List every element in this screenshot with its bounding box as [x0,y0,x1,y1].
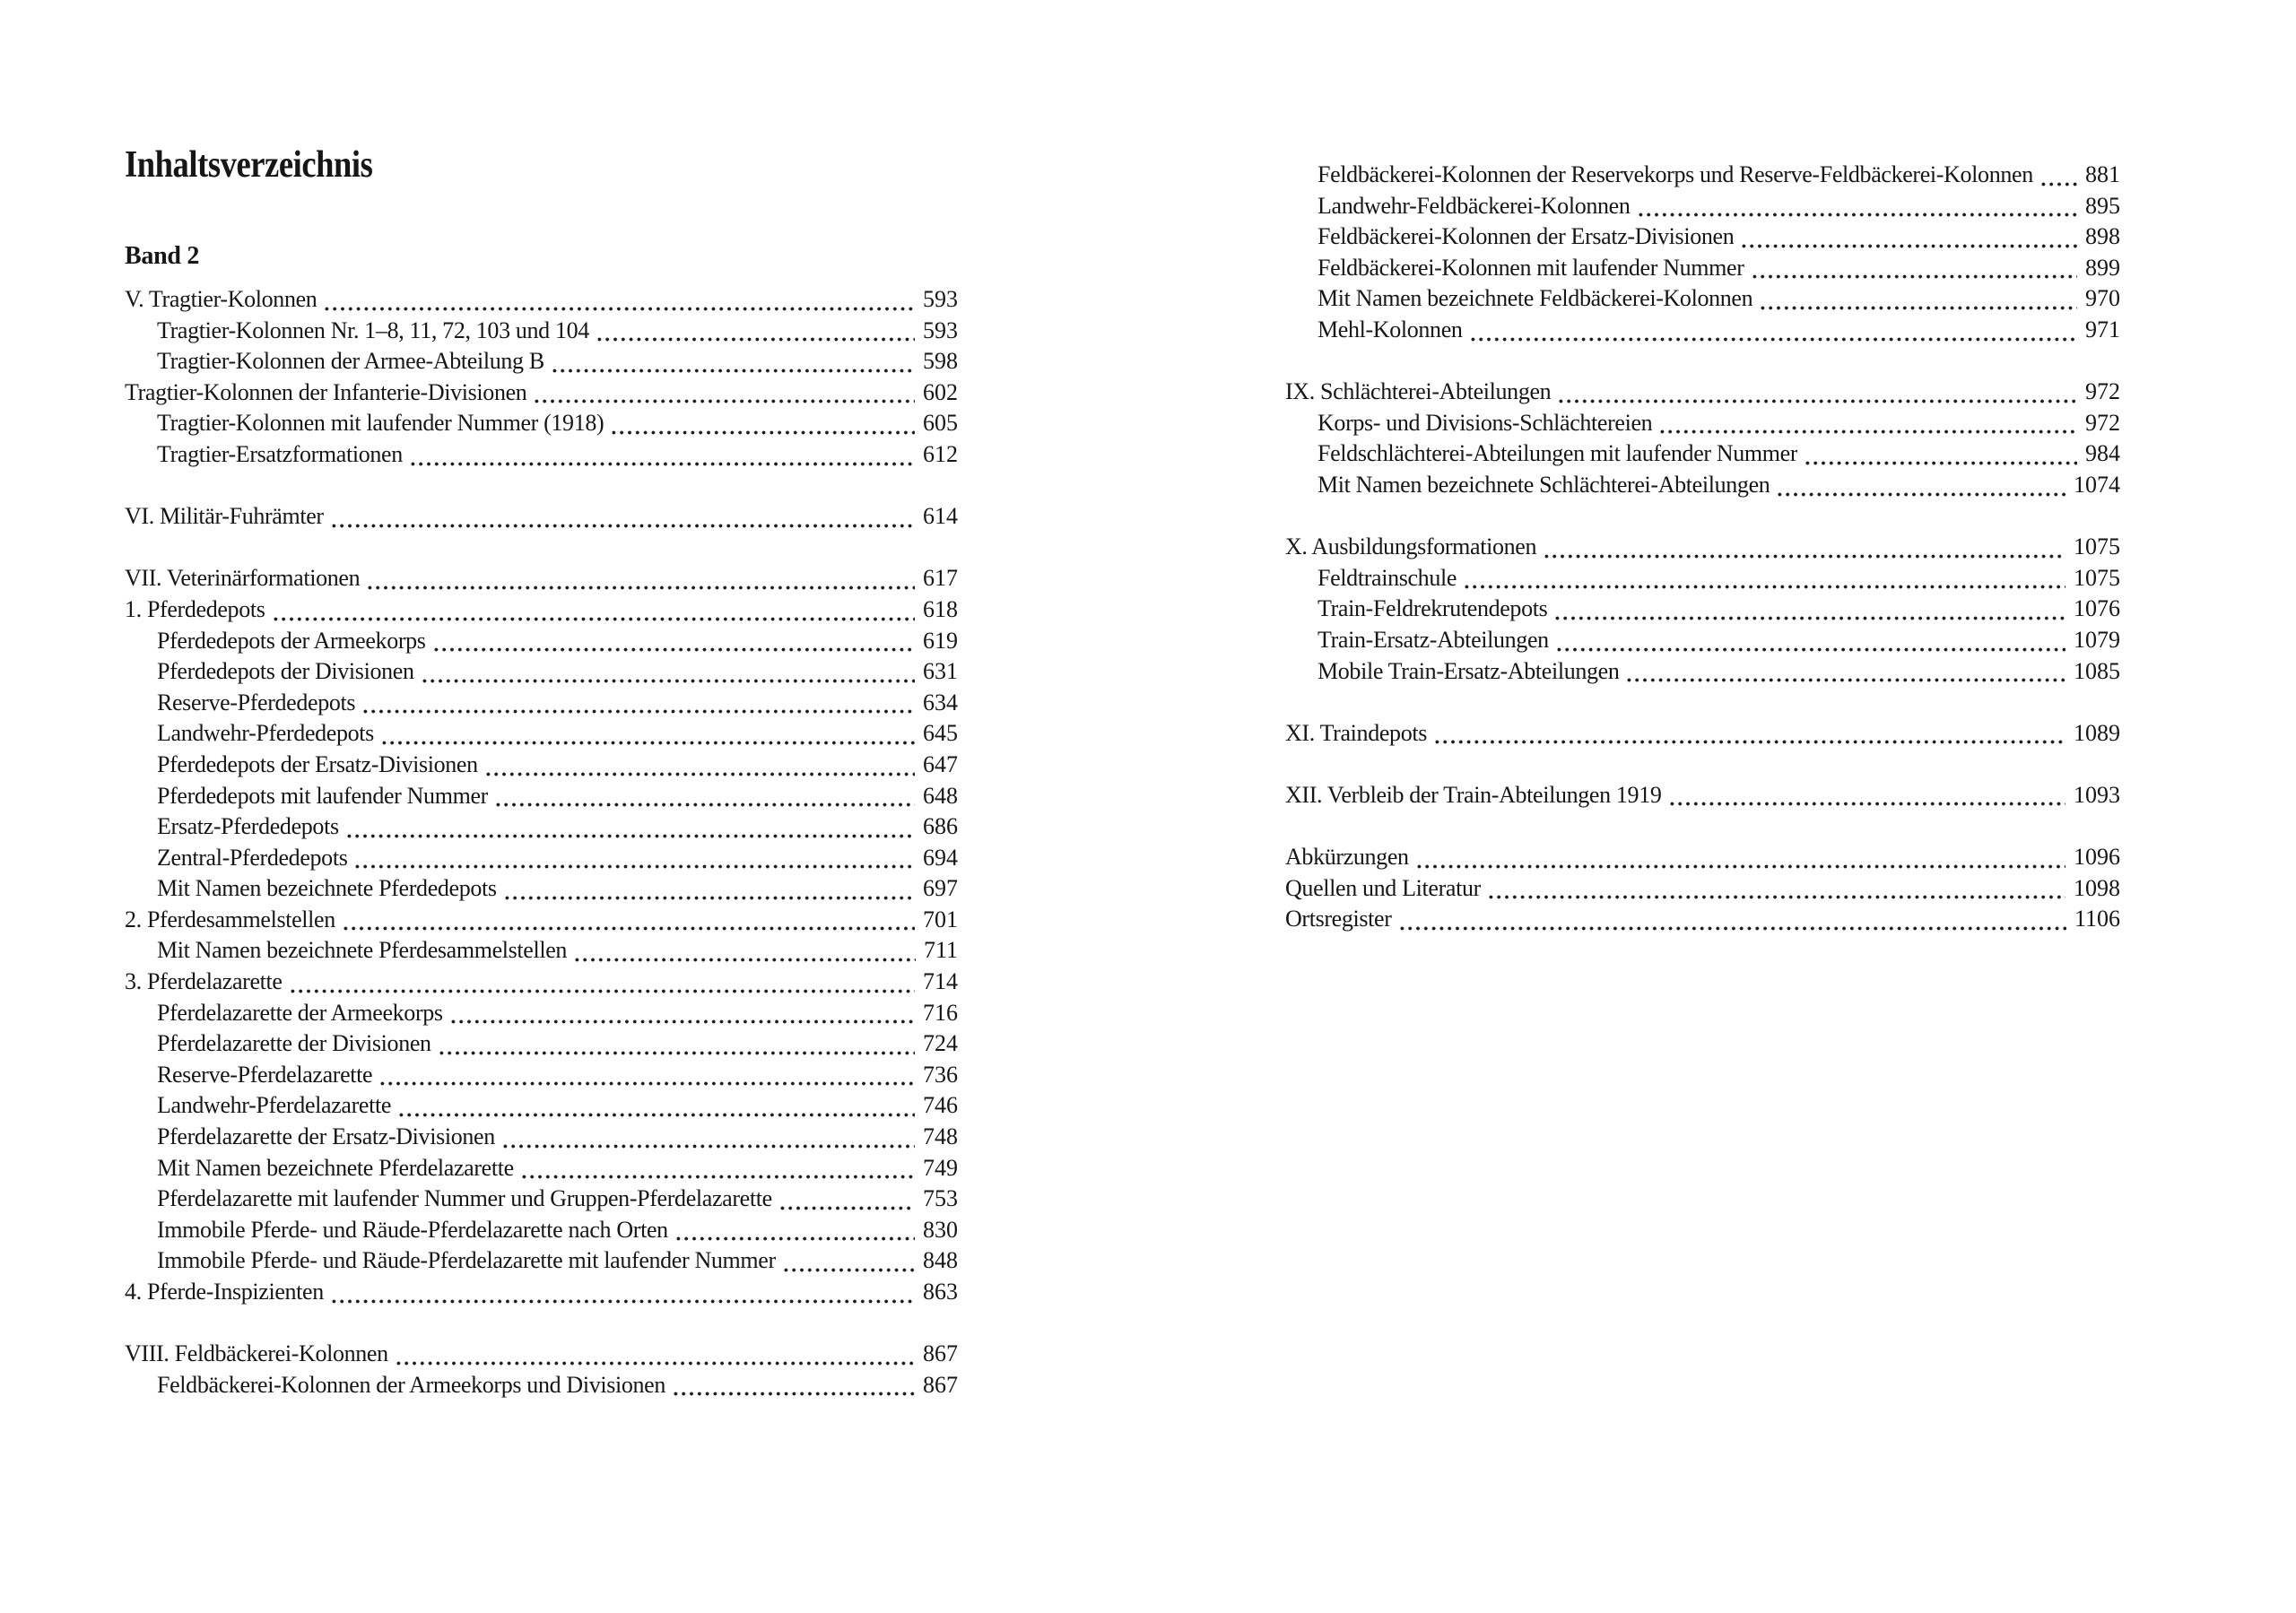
toc-entry-label: Mit Namen bezeichnete Schlächterei-Abteilungen [1318,471,1770,498]
toc-entry-page: 598 [923,348,958,375]
toc-row [1285,438,2120,470]
toc-row [125,316,958,347]
toc-entry-page: 697 [923,875,958,902]
toc-entry-label: Pferdelazarette der Ersatz-Divisionen [157,1123,495,1150]
toc-row [125,1184,958,1215]
dot-leader [1776,491,2066,498]
dot-leader [397,1112,915,1118]
toc-row [125,501,958,533]
toc-entry-page: 593 [923,286,958,312]
dot-leader [1668,801,2066,807]
dot-leader [2039,181,2077,187]
dot-leader [533,398,915,404]
dot-leader [1751,273,2077,280]
toc-row [1285,780,2120,811]
toc-row [1285,315,2120,346]
toc-entry-label: Abkürzungen [1285,844,1409,871]
toc-entry-label: X. Ausbildungsformationen [1285,533,1537,560]
toc-column-right [1285,160,2120,935]
toc-entry-label: Ortsregister [1285,906,1392,932]
toc-row [125,873,958,905]
toc-entry-label: Mobile Train-Ersatz-Abteilungen [1318,657,1620,684]
toc-entry-label: VII. Veterinärformationen [125,565,361,592]
dot-leader [409,461,915,467]
toc-entry-page: 899 [2085,254,2120,281]
toc-row [1285,718,2120,750]
toc-entry-label: Immobile Pferde- und Räude-Pferdelazarette nach Orten [157,1216,668,1243]
dot-leader [1433,739,2066,745]
toc-entry-page: 716 [923,999,958,1026]
toc-entry-label: Mit Namen bezeichnete Pferdesammelstellen [157,937,568,964]
toc-entry-label: XII. Verbleib der Train-Abteilungen 1919 [1285,781,1662,808]
toc-row [1285,842,2120,873]
toc-row [1285,221,2120,253]
toc-row [125,408,958,439]
toc-row [125,471,958,502]
toc-entry-page: 618 [923,595,958,622]
toc-entry-page: 753 [923,1185,958,1212]
toc-entry-page: 1079 [2074,626,2120,653]
toc-entry-page: 1075 [2074,533,2120,560]
toc-entry-page: 1106 [2074,906,2120,932]
toc-row [125,377,958,409]
toc-row [1285,160,2120,191]
toc-entry-page: 602 [923,378,958,405]
toc-row [125,1245,958,1277]
toc-entry-label: Pferdedepots der Divisionen [157,658,414,685]
toc-entry-page: 605 [923,410,958,437]
dot-leader [1398,925,2066,932]
toc-entry-label: Zentral-Pferdedepots [157,844,348,871]
dot-leader [484,771,915,777]
toc-row [125,718,958,750]
toc-entry-label: Reserve-Pferdelazarette [157,1061,373,1088]
toc-entry-page: 895 [2085,192,2120,219]
toc-entry-page: 970 [2085,285,2120,312]
dot-leader [323,306,915,312]
dot-leader [573,957,916,963]
toc-row [1285,563,2120,594]
toc-entry-page: 619 [923,627,958,654]
toc-row [125,1090,958,1122]
toc-entry-label: 4. Pferde-Inspizienten [125,1279,324,1305]
toc-entry-label: Tragtier-Kolonnen der Armee-Abteilung B [157,348,544,375]
toc-entry-label: VI. Militär-Fuhrämter [125,503,324,530]
dot-leader [610,429,915,436]
toc-entry-label: Landwehr-Pferdedepots [157,720,374,747]
toc-entry-page: 617 [923,565,958,592]
toc-row [1285,283,2120,315]
toc-row [125,1339,958,1370]
toc-row [1285,191,2120,222]
dot-leader [366,585,915,591]
toc-entry-page: 686 [923,813,958,840]
toc-row [125,688,958,719]
toc-entry-label: Pferdelazarette der Armeekorps [157,999,443,1026]
toc-entry-page: 898 [2085,223,2120,250]
dot-leader [330,1298,915,1305]
toc-row [125,1215,958,1246]
dot-leader [596,336,915,343]
toc-entry-page: 1089 [2074,719,2120,746]
toc-entry-page: 714 [923,968,958,995]
toc-entry-label: 3. Pferdelazarette [125,968,283,995]
toc-row [1285,470,2120,501]
toc-entry-page: 593 [923,317,958,343]
toc-entry-label: Pferdedepots der Ersatz-Divisionen [157,750,478,777]
toc-entry-label: Landwehr-Feldbäckerei-Kolonnen [1318,192,1631,219]
dot-leader [672,1391,915,1397]
dot-leader [272,616,916,622]
toc-row [1285,346,2120,377]
dot-leader [1637,212,2078,218]
toc-entry-label: Feldschlächterei-Abteilungen mit laufender Nummer [1318,440,1798,467]
toc-entry-page: 971 [2085,316,2120,343]
toc-entry-page: 1076 [2074,595,2120,622]
dot-leader [503,895,915,901]
toc-entry-label: Pferdelazarette mit laufender Nummer und Gruppen-Pferdelazarette [157,1185,772,1212]
toc-column-left [125,284,958,1401]
toc-entry-page: 749 [923,1154,958,1181]
dot-leader [494,802,915,808]
toc-entry-page: 701 [923,906,958,932]
toc-entry-label: Train-Feldrekrutendepots [1318,595,1548,622]
dot-leader [1740,243,2077,249]
toc-entry-label: VIII. Feldbäckerei-Kolonnen [125,1340,388,1367]
toc-entry-label: Tragtier-Kolonnen mit laufender Nummer (1918) [157,410,604,437]
dot-leader [342,925,915,932]
toc-entry-label: Mit Namen bezeichnete Feldbäckerei-Kolonnen [1318,285,1753,312]
toc-row [125,750,958,781]
toc-entry-page: 694 [923,844,958,871]
toc-row [125,1277,958,1308]
dot-leader [1557,398,2077,404]
dot-leader [551,368,915,374]
toc-entry-page: 1074 [2074,471,2120,498]
toc-entry-page: 645 [923,720,958,747]
dot-leader [1658,429,2077,435]
toc-row [125,811,958,843]
toc-row [1285,904,2120,935]
toc-entry-label: Mit Namen bezeichnete Pferdedepots [157,875,497,902]
toc-entry-label: Tragtier-Kolonnen Nr. 1–8, 11, 72, 103 und 104 [157,317,589,343]
toc-entry-label: Pferdelazarette der Divisionen [157,1030,431,1057]
toc-row [125,843,958,874]
toc-row [125,439,958,471]
toc-row [1285,811,2120,842]
page-title: Inhaltsverzeichnis [125,144,373,186]
dot-leader [378,1080,915,1087]
toc-entry-label: Feldbäckerei-Kolonnen mit laufender Nummer [1318,254,1744,281]
toc-entry-label: Reserve-Pferdedepots [157,689,356,715]
toc-entry-label: XI. Traindepots [1285,719,1427,746]
toc-row [1285,253,2120,284]
toc-entry-page: 1093 [2074,781,2120,808]
toc-entry-label: Feldbäckerei-Kolonnen der Ersatz-Divisionen [1318,223,1735,250]
dot-leader [353,863,915,870]
toc-entry-label: Feldbäckerei-Kolonnen der Reservekorps und Reserve-Feldbäckerei-Kolonnen [1318,161,2033,187]
toc-row [1285,625,2120,656]
toc-entry-page: 867 [923,1371,958,1398]
toc-entry-label: Tragtier-Kolonnen der Infanterie-Divisionen [125,378,527,405]
dot-leader [1463,584,2066,590]
toc-row [125,781,958,812]
toc-entry-page: 746 [923,1092,958,1119]
toc-row [125,1028,958,1060]
toc-row [1285,873,2120,905]
toc-entry-label: IX. Schlächterei-Abteilungen [1285,378,1552,405]
toc-entry-label: Feldbäckerei-Kolonnen der Armeekorps und Divisionen [157,1371,665,1398]
toc-row [125,626,958,657]
dot-leader [674,1236,915,1242]
toc-entry-label: Pferdedepots der Armeekorps [157,627,426,654]
dot-leader [1804,460,2077,466]
toc-entry-page: 848 [923,1247,958,1274]
toc-entry-label: Landwehr-Pferdelazarette [157,1092,392,1119]
toc-entry-label: Train-Ersatz-Abteilungen [1318,626,1549,653]
toc-entry-page: 647 [923,750,958,777]
dot-leader [1487,894,2066,900]
toc-row [125,1153,958,1184]
toc-row [125,935,958,967]
toc-entry-label: Quellen und Literatur [1285,874,1481,901]
toc-entry-page: 867 [923,1340,958,1367]
toc-entry-page: 648 [923,782,958,809]
dot-leader [438,1050,915,1056]
dot-leader [330,523,915,529]
toc-entry-page: 612 [923,440,958,467]
dot-leader [345,833,915,839]
dot-leader [501,1143,915,1149]
toc-entry-page: 830 [923,1216,958,1243]
toc-row [1285,377,2120,408]
toc-entry-page: 736 [923,1061,958,1088]
toc-entry-page: 863 [923,1279,958,1305]
toc-entry-page: 724 [923,1030,958,1057]
toc-entry-label: V. Tragtier-Kolonnen [125,286,317,312]
toc-entry-label: Feldtrainschule [1318,564,1457,591]
toc-row [1285,501,2120,533]
toc-entry-page: 881 [2085,161,2120,187]
toc-entry-label: Ersatz-Pferdedepots [157,813,339,840]
toc-row [125,1060,958,1091]
dot-leader [1759,305,2077,311]
toc-row [1285,408,2120,439]
dot-leader [432,646,915,653]
dot-leader [520,1174,915,1180]
dot-leader [782,1267,915,1273]
dot-leader [1543,553,2066,559]
toc-entry-page: 972 [2085,378,2120,405]
toc-entry-label: Pferdedepots mit laufender Nummer [157,782,488,809]
toc-row [125,533,958,564]
toc-entry-label: Tragtier-Ersatzformationen [157,440,403,467]
toc-entry-page: 984 [2085,440,2120,467]
dot-leader [449,1019,915,1025]
dot-leader [421,678,915,684]
toc-entry-page: 972 [2085,409,2120,436]
band-heading: Band 2 [125,242,200,271]
toc-entry-page: 614 [923,503,958,530]
toc-row [1285,687,2120,718]
toc-entry-page: 711 [923,937,958,964]
toc-entry-label: Mit Namen bezeichnete Pferdelazarette [157,1154,514,1181]
toc-entry-label: 2. Pferdesammelstellen [125,906,335,932]
toc-entry-page: 631 [923,658,958,685]
toc-row [125,284,958,316]
toc-row [125,346,958,377]
dot-leader [1555,646,2066,653]
toc-entry-label: Korps- und Divisions-Schlächtereien [1318,409,1653,436]
toc-entry-label: Immobile Pferde- und Räude-Pferdelazarette mit laufender Nummer [157,1247,776,1274]
toc-row [1285,594,2120,625]
toc-row [125,1370,958,1401]
dot-leader [778,1205,915,1211]
toc-entry-page: 1075 [2074,564,2120,591]
toc-row [125,594,958,626]
toc-row [1285,656,2120,688]
toc-row [125,1308,958,1340]
toc-row [125,905,958,936]
dot-leader [1415,863,2066,870]
dot-leader [380,740,915,746]
toc-row [1285,749,2120,780]
toc-row [1285,532,2120,563]
toc-entry-page: 1085 [2074,657,2120,684]
toc-entry-page: 1096 [2074,844,2120,871]
dot-leader [1625,677,2066,683]
toc-entry-page: 634 [923,689,958,715]
toc-entry-label: Mehl-Kolonnen [1318,316,1463,343]
toc-entry-label: 1. Pferdedepots [125,595,265,622]
dot-leader [395,1360,915,1366]
toc-row [125,998,958,1029]
toc-entry-page: 1098 [2074,874,2120,901]
toc-entry-page: 748 [923,1123,958,1150]
toc-row [125,656,958,688]
toc-row [125,563,958,594]
dot-leader [361,708,915,715]
dot-leader [1469,336,2077,343]
dot-leader [289,988,915,994]
dot-leader [1553,615,2066,621]
toc-row [125,967,958,998]
toc-row [125,1122,958,1153]
